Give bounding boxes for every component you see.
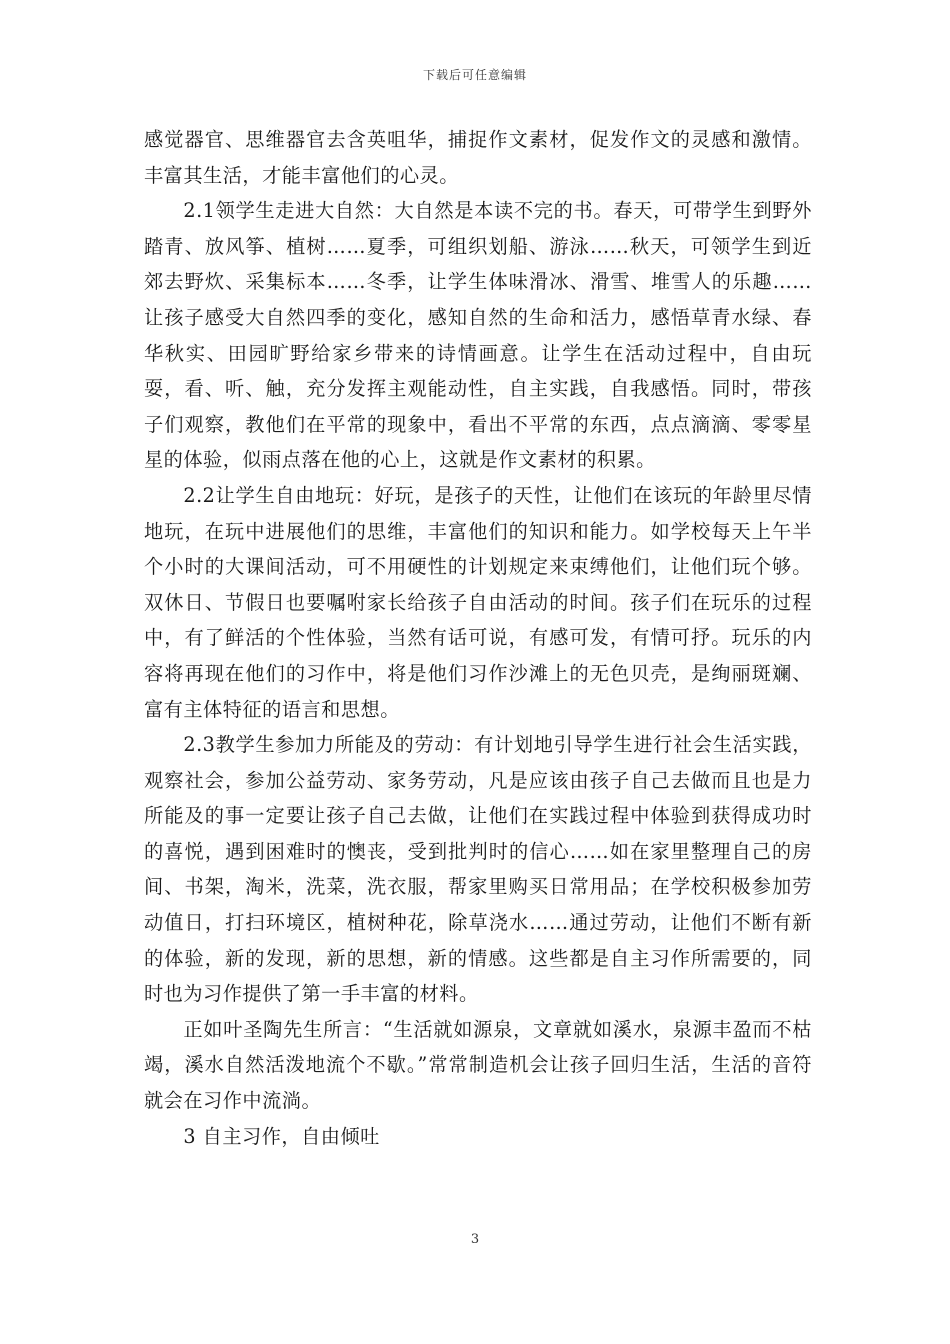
page-number: 3 bbox=[470, 1232, 480, 1247]
paragraph-section-2-1: 2.1领学生走进大自然：大自然是本读不完的书。春天，可带学生到野外踏青、放风筝、植树……夏季，可组织划船、游泳……秋天，可领学生到近郊去野炊、采集标本……冬季，让学生体味滑冰、滑雪、堆雪人的乐趣……让孩子感受大自然四季的变化，感知自然的生命和活力，感悟草青水绿、春华秋实、田园旷野给家乡带来的诗情画意。让学生在活动过程中，自由玩耍，看、听、触，充分发挥主观能动性，自主实践，自我感悟。同时，带孩子们观察，教他们在平常的现象中，看出不平常的东西，点点滴滴、零零星星的体验，似雨点落在他的心上，这就是作文素材的积累。 bbox=[144, 199, 812, 472]
paragraph-quote: 正如叶圣陶先生所言：“生活就如源泉，文章就如溪水，泉源丰盈而不枯竭，溪水自然活泼地流个不歇。”常常制造机会让孩子回归生活，生活的音符就会在习作中流淌。 bbox=[144, 1017, 812, 1113]
document-body bbox=[144, 122, 812, 1154]
paragraph-section-2-2: 2.2让学生自由地玩：好玩，是孩子的天性，让他们在该玩的年龄里尽情地玩，在玩中进展他们的思维，丰富他们的知识和能力。如学校每天上午半个小时的大课间活动，可不用硬性的计划规定来束缚他们，让他们玩个够。双休日、节假日也要嘱咐家长给孩子自由活动的时间。孩子们在玩乐的过程中，有了鲜活的个性体验，当然有话可说，有感可发，有情可抒。玩乐的内容将再现在他们的习作中，将是他们习作沙滩上的无色贝壳，是绚丽斑斓、富有主体特征的语言和思想。 bbox=[144, 483, 812, 721]
paragraph-continuation: 感觉器官、思维器官去含英咀华，捕捉作文素材，促发作文的灵感和激情。丰富其生活，才能丰富他们的心灵。 bbox=[144, 128, 812, 187]
paragraph-section-2-3: 2.3教学生参加力所能及的劳动：有计划地引导学生进行社会生活实践，观察社会，参加公益劳动、家务劳动，凡是应该由孩子自己去做而且也是力所能及的事一定要让孩子自己去做，让他们在实践过程中体验到获得成功时的喜悦，遇到困难时的懊丧，受到批判时的信心……如在家里整理自己的房间、书架，淘米，洗菜，洗衣服，帮家里购买日常用品；在学校积极参加劳动值日，打扫环境区，植树种花，除草浇水……通过劳动，让他们不断有新的体验，新的发现，新的思想，新的情感。这些都是自主习作所需要的，同时也为习作提供了第一手丰富的材料。 bbox=[144, 733, 812, 1006]
page-header: 下载后可任意编辑 bbox=[422, 68, 527, 82]
section-heading-3: 3 自主习作，自由倾吐 bbox=[183, 1124, 380, 1148]
